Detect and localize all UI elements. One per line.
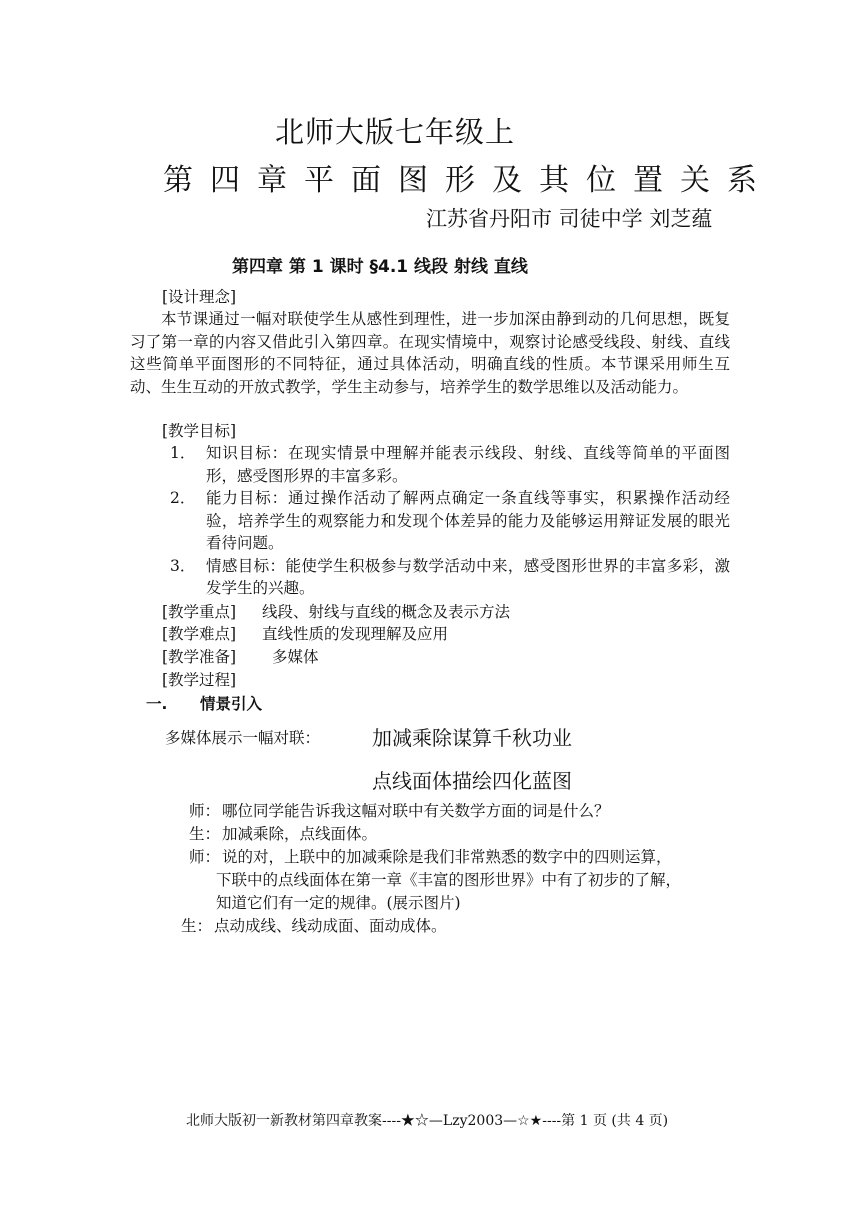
- goal-text: 知识目标：在现实情景中理解并能表示线段、射线、直线等简单的平面图形，感受图形界的丰富多彩。: [206, 444, 730, 485]
- couplet-line-2: 点线面体描绘四化蓝图: [372, 769, 572, 793]
- section-title: 情景引入: [200, 695, 263, 713]
- preparation-text: 多媒体: [272, 648, 319, 666]
- goal-item: [170, 487, 730, 555]
- dialogue-line: 点动成线、线动成面、面动成体。: [214, 917, 447, 935]
- process-label: [教学过程]: [162, 671, 237, 689]
- couplet-intro: 多媒体展示一幅对联：: [165, 729, 321, 747]
- goals-label: [教学目标]: [162, 422, 237, 440]
- design-paragraph: 本节课通过一幅对联使学生从感性到理性，进一步加深由静到动的几何思想，既复习了第一章的内容又借此引入第四章。在现实情境中，观察讨论感受线段、射线、直线这些简单平面图形的不同特征，通过具体活动，明确直线的性质。本节课采用师生互动、生生互动的开放式教学，学生主动参与，培养学生的数学思维以及活动能力。: [130, 310, 730, 396]
- dialogue-speaker: 师：: [189, 848, 221, 866]
- goal-number: 2．: [170, 489, 196, 507]
- lesson-heading: 第四章 第 1 课时 §4.1 线段 射线 直线: [232, 257, 528, 277]
- difficulties-text: 直线性质的发现理解及应用: [262, 625, 449, 643]
- section-number: 一.: [146, 695, 168, 713]
- difficulties-label: [教学难点]: [162, 625, 237, 643]
- author-line: 江苏省丹阳市 司徒中学 刘芝蕴: [426, 207, 713, 231]
- goal-item: [170, 442, 730, 487]
- preparation-label: [教学准备]: [162, 648, 237, 666]
- dialogue-speaker: 生：: [181, 917, 213, 935]
- dialogue-speaker: 师：: [189, 802, 221, 820]
- goal-item: [170, 555, 730, 600]
- dialogue-line: 加减乘除，点线面体。: [222, 825, 378, 843]
- goal-text: 情感目标：能使学生积极参与数学活动中来，感受图形世界的丰富多彩，激发学生的兴趣。: [206, 556, 730, 597]
- dialogue-line: 说的对，上联中的加减乘除是我们非常熟悉的数字中的四则运算，: [222, 848, 672, 866]
- goal-number: 1．: [170, 444, 196, 462]
- couplet-line-1: 加减乘除谋算千秋功业: [372, 726, 572, 750]
- section-heading: [146, 692, 262, 714]
- chapter-title: 第四章平面图形及其位置关系: [163, 163, 774, 198]
- key-points-label: [教学重点]: [162, 603, 237, 621]
- goals-list: [170, 442, 730, 600]
- dialogue-line: 知道它们有一定的规律。(展示图片): [216, 894, 461, 912]
- page-footer: 北师大版初一新教材第四章教案----★☆—Lzy2003—☆★----第 1 页 (共 4 页): [186, 1113, 669, 1129]
- dialogue-line: 下联中的点线面体在第一章《丰富的图形世界》中有了初步的了解，: [216, 871, 682, 889]
- dialogue-speaker: 生：: [189, 825, 221, 843]
- goal-number: 3．: [170, 556, 196, 575]
- key-points-text: 线段、射线与直线的概念及表示方法: [262, 603, 511, 621]
- document-title: 北师大版七年级上: [275, 115, 516, 149]
- goal-text: 能力目标：通过操作活动了解两点确定一条直线等事实，积累操作活动经验，培养学生的观察能力和发现个体差异的能力及能够运用辩证发展的眼光看待问题。: [206, 489, 730, 552]
- design-label: [设计理念]: [162, 288, 237, 306]
- dialogue-line: 哪位同学能告诉我这幅对联中有关数学方面的词是什么？: [222, 802, 610, 820]
